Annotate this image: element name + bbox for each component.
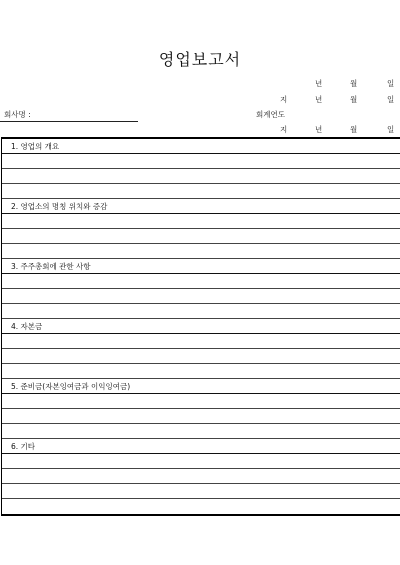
period-end-month-label: 월: [350, 95, 358, 104]
blank-row: [2, 394, 400, 409]
period-start-year-label: 년: [315, 79, 323, 88]
fiscal-end-day-label: 일: [387, 125, 395, 134]
section-label: 5. 준비금(자본잉여금과 이익잉여금): [11, 382, 131, 391]
blank-row: [2, 424, 400, 439]
blank-row: [2, 409, 400, 424]
period-end-day-label: 일: [387, 95, 395, 104]
blank-row: [2, 214, 400, 229]
report-table: [1, 137, 400, 516]
section-label: 6. 기타: [11, 442, 36, 451]
section-header-overview: [2, 139, 400, 154]
section-label: 2. 영업소의 명칭 위치와 증감: [11, 202, 108, 211]
period-start-month-label: 월: [350, 79, 358, 88]
period-end-prefix: 지: [280, 95, 288, 104]
blank-row: [2, 154, 400, 169]
blank-row: [2, 304, 400, 319]
blank-row: [2, 184, 400, 199]
blank-row: [2, 289, 400, 304]
fiscal-end-year-label: 년: [315, 125, 323, 134]
blank-row: [2, 244, 400, 259]
period-end-year-label: 년: [315, 95, 323, 104]
blank-row: [2, 454, 400, 469]
blank-row: [2, 229, 400, 244]
company-name-field: [0, 121, 138, 122]
section-header-other: [2, 439, 400, 454]
section-header-capital: [2, 319, 400, 334]
document-title: 영업보고서: [158, 50, 242, 69]
period-start-day-label: 일: [387, 79, 395, 88]
blank-row: [2, 364, 400, 379]
blank-row: [2, 334, 400, 349]
company-name-label: 회사명 :: [4, 110, 31, 119]
fiscal-end-month-label: 월: [350, 125, 358, 134]
fiscal-year-label: 회계연도: [256, 110, 285, 119]
blank-row: [2, 499, 400, 514]
section-label: 1. 영업의 개요: [11, 142, 60, 151]
section-header-reserves: [2, 379, 400, 394]
blank-row: [2, 469, 400, 484]
section-label: 3. 주주총회에 관한 사항: [11, 262, 91, 271]
blank-row: [2, 169, 400, 184]
section-label: 4. 자본금: [11, 322, 43, 331]
blank-row: [2, 349, 400, 364]
section-header-shareholders-meeting: [2, 259, 400, 274]
blank-row: [2, 484, 400, 499]
section-header-offices: [2, 199, 400, 214]
fiscal-end-prefix: 지: [280, 125, 288, 134]
blank-row: [2, 274, 400, 289]
